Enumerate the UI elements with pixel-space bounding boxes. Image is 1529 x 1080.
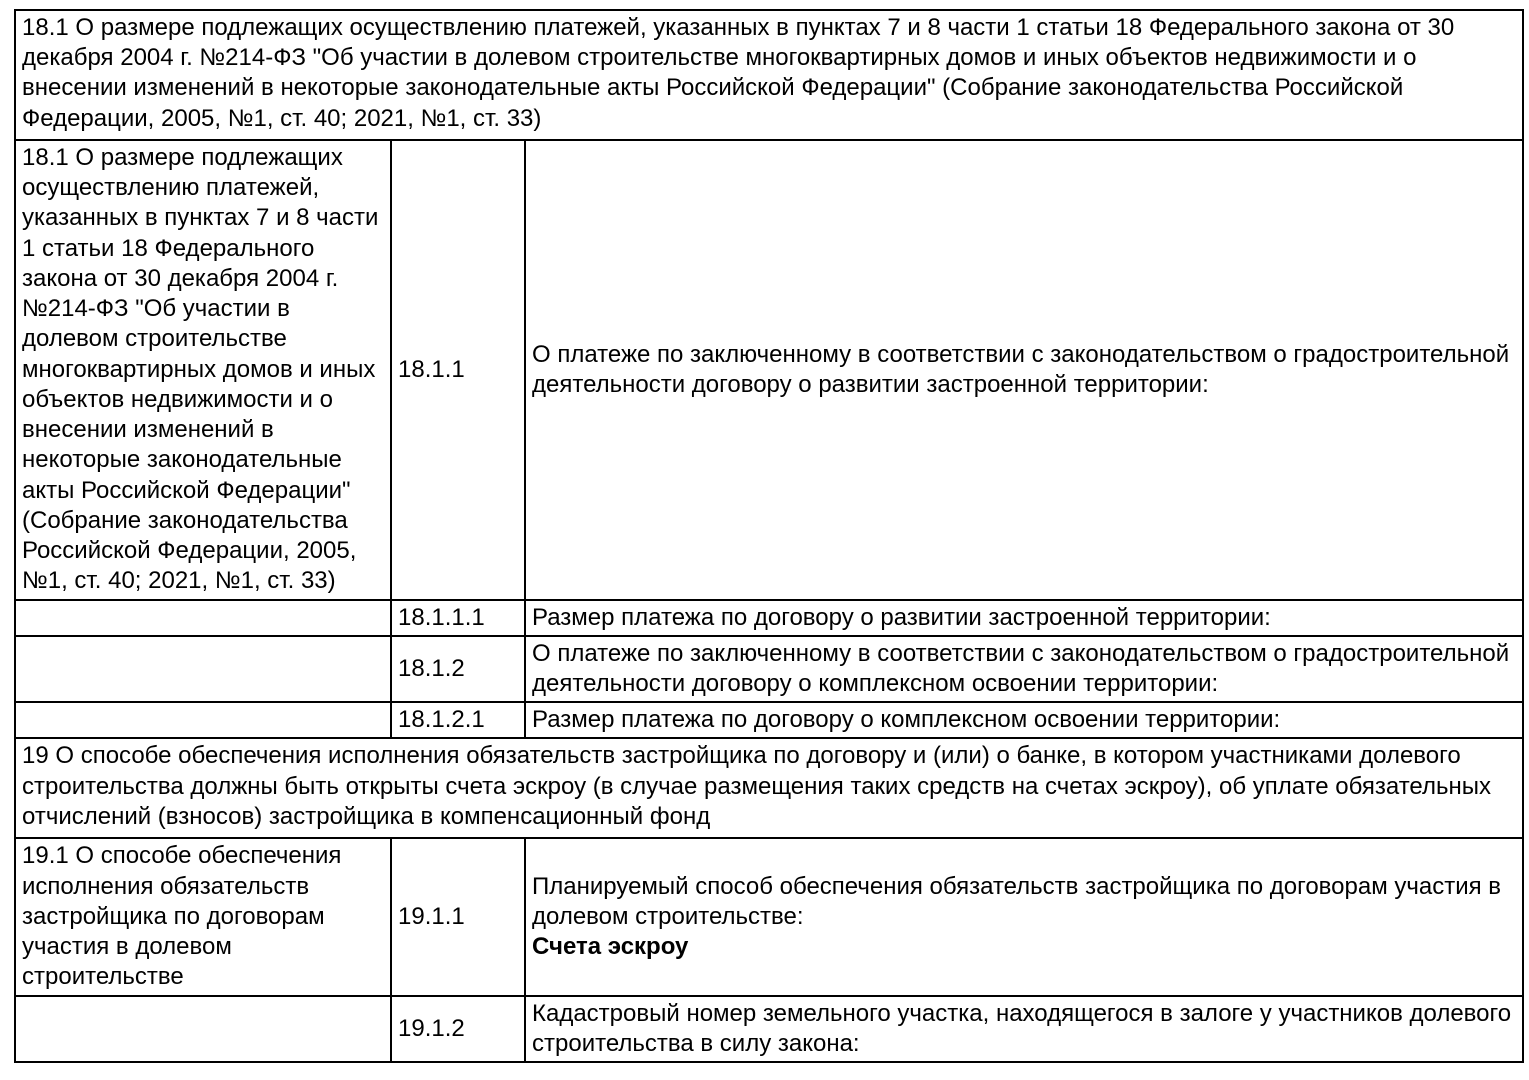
section-row-19 <box>15 738 1523 838</box>
topic-cell-empty <box>15 702 391 738</box>
item-row-19-1-1 <box>15 838 1523 995</box>
item-content-19-1-2: Кадастровый номер земельного участка, находящегося в залоге у участников долевого строительства в силу закона: <box>525 996 1523 1062</box>
item-content-18-1-1: О платеже по заключенному в соответствии с законодательством о градостроительной деятельности договору о развитии застроенной территории: <box>525 140 1523 600</box>
item-content-18-1-1-1: Размер платежа по договору о развитии застроенной территории: <box>525 600 1523 636</box>
item-row-18-1-1 <box>15 140 1523 600</box>
item-content-value: Счета эскроу <box>532 933 689 961</box>
item-content-18-1-2: О платеже по заключенному в соответствии с законодательством о градостроительной деятельности договору о комплексном освоении территории: <box>525 636 1523 702</box>
topic-cell-19-1: 19.1 О способе обеспечения исполнения обязательств застройщика по договорам участия в долевом строительстве <box>15 838 391 995</box>
section-row-18-1 <box>15 10 1523 140</box>
item-number-19-1-1: 19.1.1 <box>391 838 525 995</box>
item-number-18-1-2-1: 18.1.2.1 <box>391 702 525 738</box>
item-row-19-1-2 <box>15 996 1523 1062</box>
item-number-18-1-2: 18.1.2 <box>391 636 525 702</box>
item-row-18-1-1-1 <box>15 600 1523 636</box>
topic-cell-empty <box>15 636 391 702</box>
item-number-19-1-2: 19.1.2 <box>391 996 525 1062</box>
item-row-18-1-2 <box>15 636 1523 702</box>
topic-cell-empty <box>15 600 391 636</box>
item-row-18-1-2-1 <box>15 702 1523 738</box>
section-header-19: 19 О способе обеспечения исполнения обязательств застройщика по договору и (или) о банке, в котором участниками долевого строительства должны быть открыты счета эскроу (в случае размещения таких средств на счетах эскроу), об уплате обязательных отчислений (взносов) застройщика в компенсационный фонд <box>15 738 1523 838</box>
item-number-18-1-1: 18.1.1 <box>391 140 525 600</box>
topic-cell-empty <box>15 996 391 1062</box>
topic-cell-18-1: 18.1 О размере подлежащих осуществлению платежей, указанных в пунктах 7 и 8 части 1 статьи 18 Федерального закона от 30 декабря 2004 г. №214-ФЗ "Об участии в долевом строительстве многоквартирных домов и иных объектов недвижимости и о внесении изменений в некоторые законодательные акты Российской Федерации" (Собрание законодательства Российской Федерации, 2005, №1, ст. 40; 2021, №1, ст. 33) <box>15 140 391 600</box>
item-content-18-1-2-1: Размер платежа по договору о комплексном освоении территории: <box>525 702 1523 738</box>
item-number-18-1-1-1: 18.1.1.1 <box>391 600 525 636</box>
section-header-18-1: 18.1 О размере подлежащих осуществлению платежей, указанных в пунктах 7 и 8 части 1 статьи 18 Федерального закона от 30 декабря 2004 г. №214-ФЗ "Об участии в долевом строительстве многоквартирных домов и иных объектов недвижимости и о внесении изменений в некоторые законодательные акты Российской Федерации" (Собрание законодательства Российской Федерации, 2005, №1, ст. 40; 2021, №1, ст. 33) <box>15 10 1523 140</box>
project-declaration-table <box>14 9 1524 1063</box>
item-content-19-1-1 <box>525 838 1523 995</box>
item-content-text: Планируемый способ обеспечения обязательств застройщика по договорам участия в долевом строительстве: <box>532 872 1502 930</box>
